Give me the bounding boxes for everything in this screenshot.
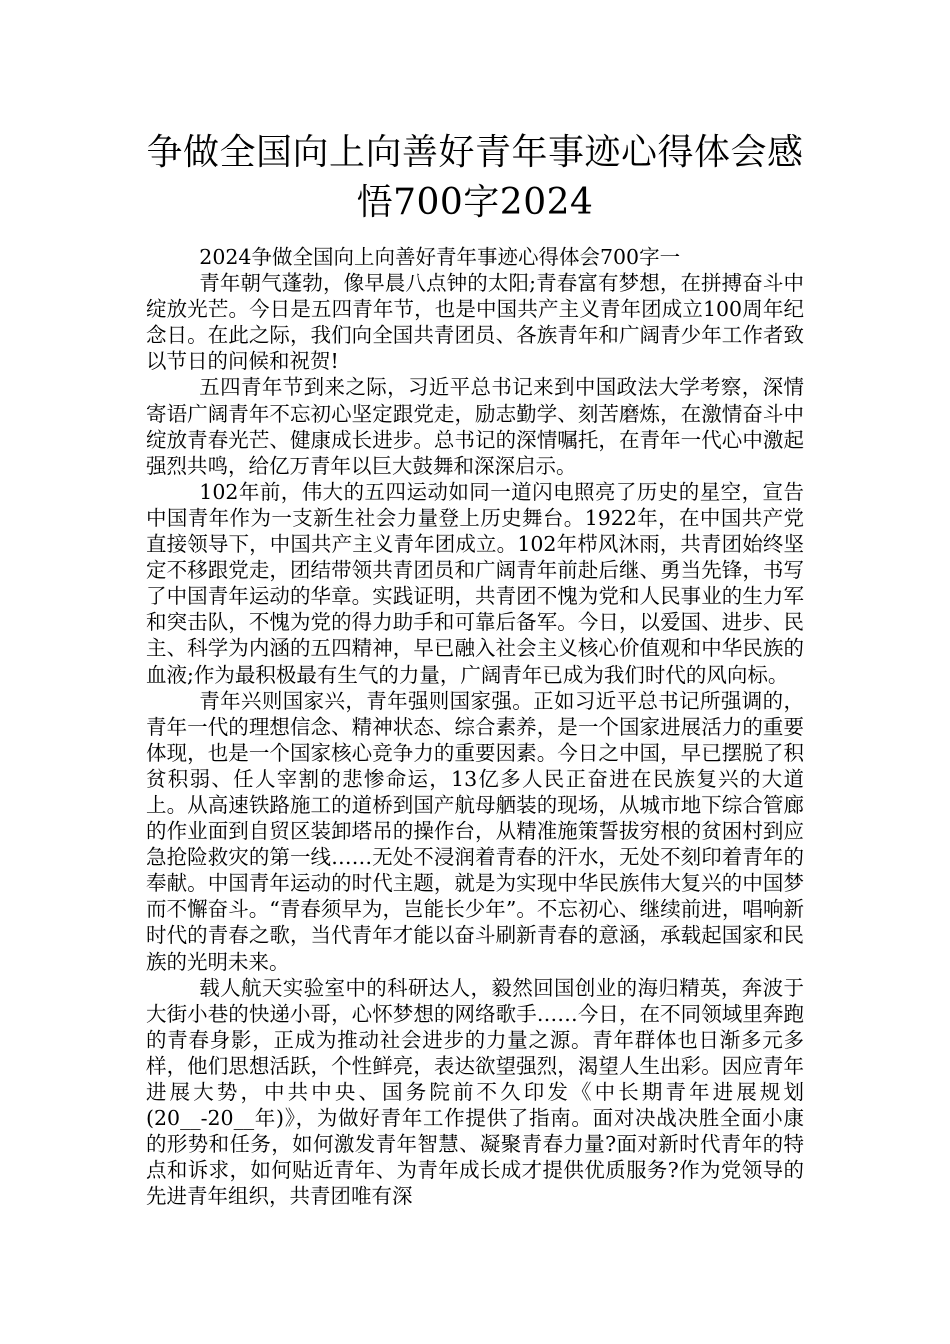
paragraph: 102年前，伟大的五四运动如同一道闪电照亮了历史的星空，宣告中国青年作为一支新生社会力量登上历史舞台。1922年，在中国共产党直接领导下，中国共产主义青年团成立。102年栉风沐雨，共青团始终坚定不移跟党走，团结带领共青团员和广阔青年前赴后继、勇当先锋，书写了中国青年运动的华章。实践证明，共青团不愧为党和人民事业的生力军和突击队，不愧为党的得力助手和可靠后备军。今日，以爱国、进步、民主、科学为内涵的五四精神，早已融入社会主义核心价值观和中华民族的血液;作为最积极最有生气的力量，广阔青年已成为我们时代的风向标。 [146, 479, 804, 687]
paragraph: 青年兴则国家兴，青年强则国家强。正如习近平总书记所强调的，青年一代的理想信念、精神状态、综合素养，是一个国家进展活力的重要体现，也是一个国家核心竞争力的重要因素。今日之中国，早已摆脱了积贫积弱、任人宰割的悲惨命运，13亿多人民正奋进在民族复兴的大道上。从高速铁路施工的道桥到国产航母舾装的现场，从城市地下综合管廊的作业面到自贸区装卸塔吊的操作台，从精准施策誓拔穷根的贫困村到应急抢险救灾的第一线……无处不浸润着青春的汗水，无处不刻印着青年的奉献。中国青年运动的时代主题，就是为实现中华民族伟大复兴的中国梦而不懈奋斗。“青春须早为，岂能长少年”。不忘初心、继续前进，唱响新时代的青春之歌，当代青年才能以奋斗刷新青春的意涵，承载起国家和民族的光明未来。 [146, 688, 804, 974]
title-line-2: 悟700字2024 [356, 182, 594, 223]
document-title [130, 128, 820, 228]
document-body [146, 244, 804, 1209]
title-line-1: 争做全国向上向善好青年事迹心得体会感 [146, 132, 804, 173]
paragraph: 载人航天实验室中的科研达人，毅然回国创业的海归精英，奔波于大街小巷的快递小哥，心怀梦想的网络歌手……今日，在不同领域里奔跑的青春身影，正成为推动社会进步的力量之源。青年群体也日渐多元多样，他们思想活跃，个性鲜亮，表达欲望强烈，渴望人生出彩。因应青年进展大势，中共中央、国务院前不久印发《中长期青年进展规划(20__-20__年)》，为做好青年工作提供了指南。面对决战决胜全面小康的形势和任务，如何激发青年智慧、凝聚青春力量?面对新时代青年的特点和诉求，如何贴近青年、为青年成长成才提供优质服务?作为党领导的先进青年组织，共青团唯有深 [146, 975, 804, 1209]
paragraph: 青年朝气蓬勃，像早晨八点钟的太阳;青春富有梦想，在拼搏奋斗中绽放光芒。今日是五四青年节，也是中国共产主义青年团成立100周年纪念日。在此之际，我们向全国共青团员、各族青年和广阔青少年工作者致以节日的问候和祝贺! [146, 271, 804, 374]
paragraph: 五四青年节到来之际，习近平总书记来到中国政法大学考察，深情寄语广阔青年不忘初心坚定跟党走，励志勤学、刻苦磨炼，在激情奋斗中绽放青春光芒、健康成长进步。总书记的深情嘱托，在青年一代心中激起强烈共鸣，给亿万青年以巨大鼓舞和深深启示。 [146, 375, 804, 478]
section-heading: 2024争做全国向上向善好青年事迹心得体会700字一 [199, 245, 681, 269]
